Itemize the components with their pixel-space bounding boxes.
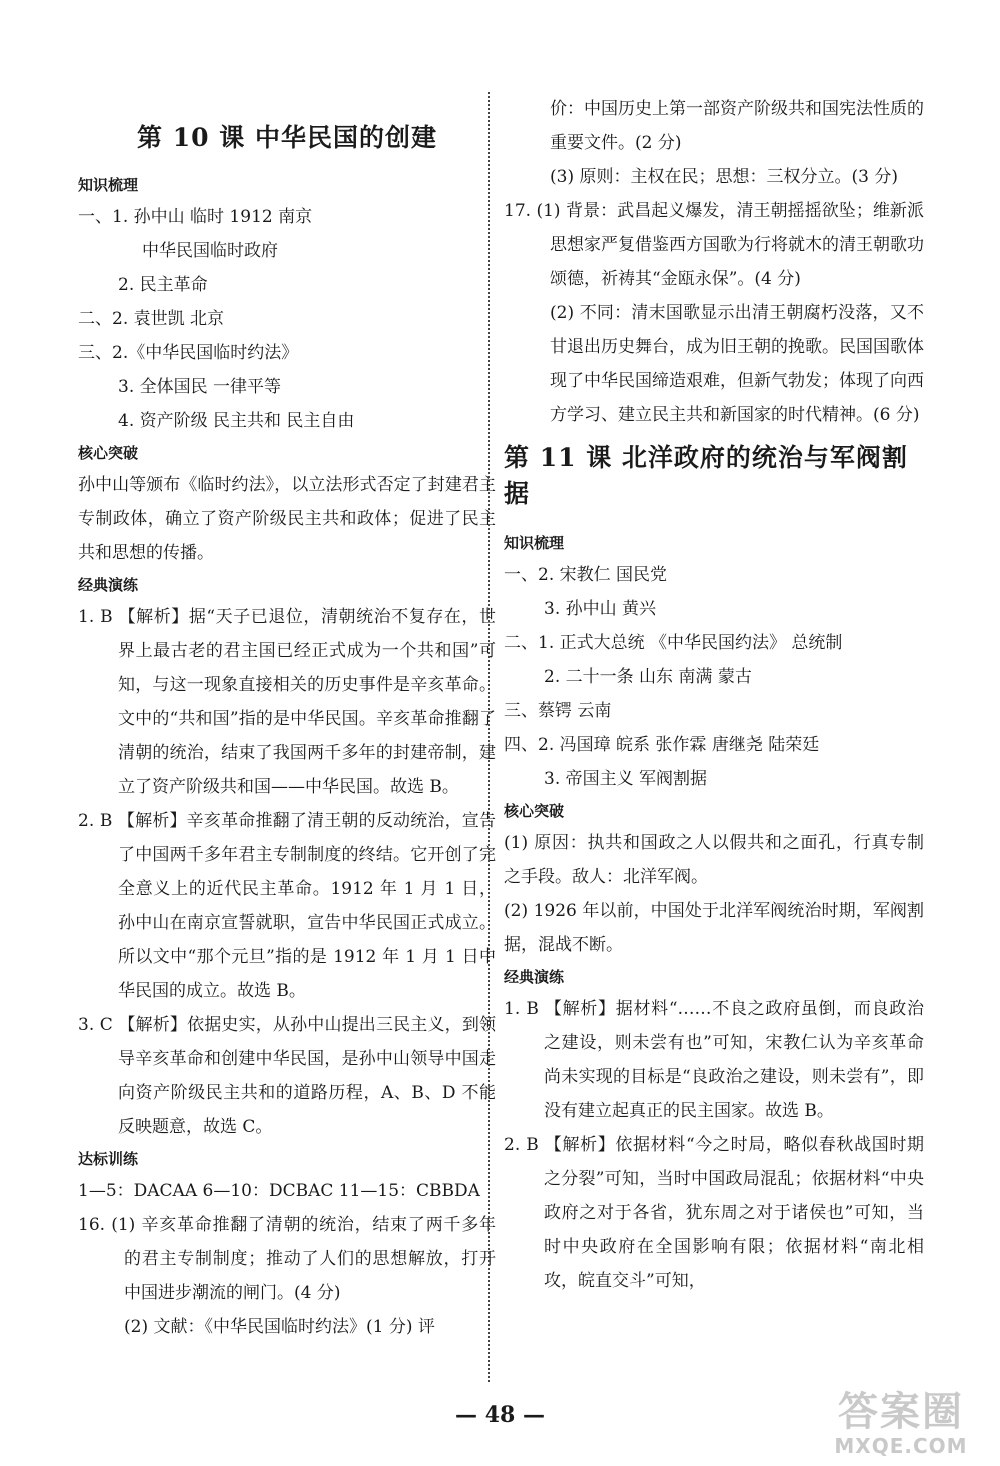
- column-divider: [488, 92, 490, 1382]
- knowledge-item: 二、1. 正式大总统 《中华民国约法》 总统制: [504, 633, 843, 653]
- knowledge-item: 4. 资产阶级 民主共和 民主自由: [118, 411, 355, 431]
- practice-answer: 1. B 【解析】据材料“……不良之政府虽倒，而良政治之建设，则未尝有也”可知，宋教仁认为辛亥革命尚未实现的目标是“良政治之建设，则未尝有”，即没有建立起真正的民主国家。故选 B。: [504, 999, 924, 1121]
- knowledge-item: 二、2. 袁世凯 北京: [78, 309, 225, 329]
- knowledge-item: 2. 民主革命: [118, 275, 208, 295]
- core-paragraph: 孙中山等颁布《临时约法》，以立法形式否定了封建君主专制政体，确立了资产阶级民主共和政体；促进了民主共和思想的传播。: [78, 475, 496, 563]
- section-heading-practice: 经典演练: [78, 576, 139, 594]
- page-number: — 48 —: [455, 1402, 545, 1428]
- lesson-10-title: 第 10 课 中华民国的创建: [137, 123, 437, 152]
- section-heading-training: 达标训练: [78, 1150, 139, 1168]
- knowledge-item: 3. 全体国民 一律平等: [118, 377, 282, 397]
- section-heading-knowledge: 知识梳理: [78, 176, 139, 194]
- core-answer: (2) 1926 年以前，中国处于北洋军阀统治时期，军阀割据，混战不断。: [504, 901, 924, 955]
- knowledge-item: 一、1. 孙中山 临时 1912 南京: [78, 207, 313, 227]
- practice-answer: 2. B 【解析】依据材料“今之时局，略似春秋战国时期之分裂”可知，当时中国政局混乱；依据材料“中央政府之对于各省，犹东周之对于诸侯也”可知，当时中央政府在全国影响有限；依据材料“南北相攻，皖直交斗”可知，: [504, 1135, 924, 1291]
- lesson-11-title: 第 11 课 北洋政府的统治与军阀割据: [504, 443, 908, 508]
- watermark-text-en: MXQE.COM: [834, 1434, 968, 1458]
- question-16-part-2: (2) 文献：《中华民国临时约法》(1 分) 评: [124, 1317, 435, 1337]
- practice-answer: 3. C 【解析】依据史实，从孙中山提出三民主义，到领导辛亥革命和创建中华民国，是孙中山领导中国走向资产阶级民主共和的道路历程，A、B、D 不能反映题意，故选 C。: [78, 1015, 496, 1137]
- section-heading-practice: 经典演练: [504, 968, 565, 986]
- watermark-logo: [816, 1390, 986, 1458]
- practice-answer: 1. B 【解析】据“天子已退位，清朝统治不复存在，世界上最古老的君主国已经正式成为一个共和国”可知，与这一现象直接相关的历史事件是辛亥革命。文中的“共和国”指的是中华民国。辛亥革命推翻了清朝的统治，结束了我国两千多年的封建帝制，建立了资产阶级共和国——中华民国。故选 B。: [78, 607, 496, 797]
- knowledge-item: 四、2. 冯国璋 皖系 张作霖 唐继尧 陆荣廷: [504, 735, 820, 755]
- question-16-part-1: 16. (1) 辛亥革命推翻了清朝的统治，结束了两千多年的君主专制制度；推动了人们的思想解放，打开中国进步潮流的闸门。(4 分): [78, 1215, 496, 1303]
- section-heading-core: 核心突破: [78, 444, 139, 462]
- core-answer: (1) 原因：执共和国政之人以假共和之面孔，行真专制之手段。敌人：北洋军阀。: [504, 833, 924, 887]
- section-heading-core: 核心突破: [504, 802, 565, 820]
- left-column: [78, 92, 496, 1344]
- knowledge-item: 一、2. 宋教仁 国民党: [504, 565, 668, 585]
- knowledge-item: 中华民国临时政府: [142, 241, 278, 261]
- question-16-part-3: (3) 原则：主权在民；思想：三权分立。(3 分): [550, 167, 898, 187]
- knowledge-item: 三、2.《中华民国临时约法》: [78, 343, 299, 363]
- knowledge-item: 三、蔡锷 云南: [504, 701, 612, 721]
- question-17-part-2: (2) 不同：清末国歌显示出清王朝腐朽没落，又不甘退出历史舞台，成为旧王朝的挽歌。民国国歌体现了中华民国缔造艰难，但新气勃发；体现了向西方学习、建立民主共和新国家的时代精神。(6 分): [550, 303, 924, 425]
- knowledge-item: 2. 二十一条 山东 南满 蒙古: [544, 667, 752, 687]
- section-heading-knowledge: 知识梳理: [504, 534, 565, 552]
- right-column: [504, 92, 924, 1298]
- question-16-part-2-continued: 价：中国历史上第一部资产阶级共和国宪法性质的重要文件。(2 分): [550, 99, 924, 153]
- knowledge-item: 3. 孙中山 黄兴: [544, 599, 657, 619]
- training-answer-key: 1—5：DACAA 6—10：DCBAC 11—15：CBBDA: [78, 1181, 480, 1201]
- question-17-part-1: 17. (1) 背景：武昌起义爆发，清王朝摇摇欲坠；维新派思想家严复借鉴西方国歌为行将就木的清王朝歌功颂德，祈祷其“金瓯永保”。(4 分): [504, 201, 924, 289]
- knowledge-item: 3. 帝国主义 军阀割据: [544, 769, 708, 789]
- practice-answer: 2. B 【解析】辛亥革命推翻了清王朝的反动统治，宣告了中国两千多年君主专制制度的终结。它开创了完全意义上的近代民主革命。1912 年 1 月 1 日，孙中山在南京宣誓就职，宣告中华民国正式成立。所以文中“那个元旦”指的是 1912 年 1 月 1 日中华民国的成立。故选 B。: [78, 811, 496, 1001]
- watermark-text-cn: 答案圈: [838, 1389, 964, 1435]
